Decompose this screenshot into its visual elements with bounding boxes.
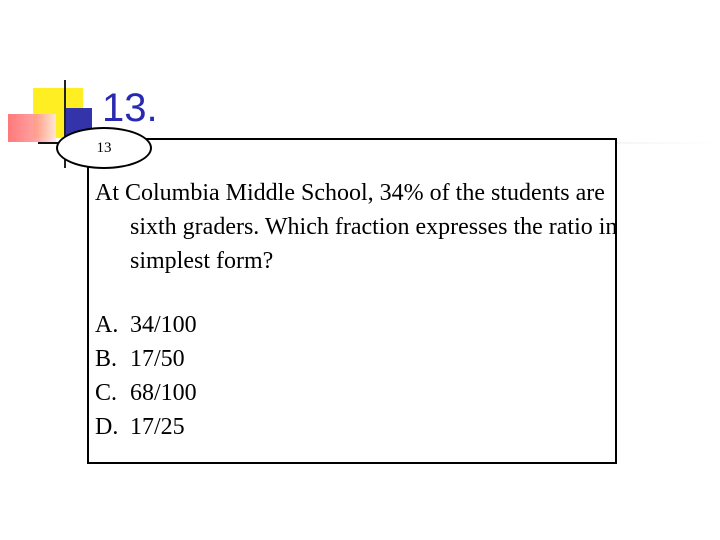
option-c	[95, 376, 197, 410]
option-letter: D.	[95, 414, 119, 440]
decor-red-square	[8, 114, 56, 142]
option-a	[95, 308, 197, 342]
answer-options	[95, 308, 197, 444]
option-letter: A.	[95, 312, 119, 338]
slide-number-badge	[56, 127, 152, 169]
option-letter: C.	[95, 380, 118, 406]
option-text: 34/100	[130, 312, 197, 338]
option-text: 17/25	[130, 414, 185, 440]
slide-title: 13.	[102, 86, 158, 130]
question-text: At Columbia Middle School, 34% of the students are sixth graders. Which fraction expresses the ratio in simplest form?	[95, 180, 618, 274]
option-d	[95, 410, 197, 444]
slide-number: 13	[96, 139, 112, 156]
option-text: 68/100	[130, 380, 197, 406]
option-b	[95, 342, 197, 376]
option-text: 17/50	[130, 346, 185, 372]
option-letter: B.	[95, 346, 118, 372]
